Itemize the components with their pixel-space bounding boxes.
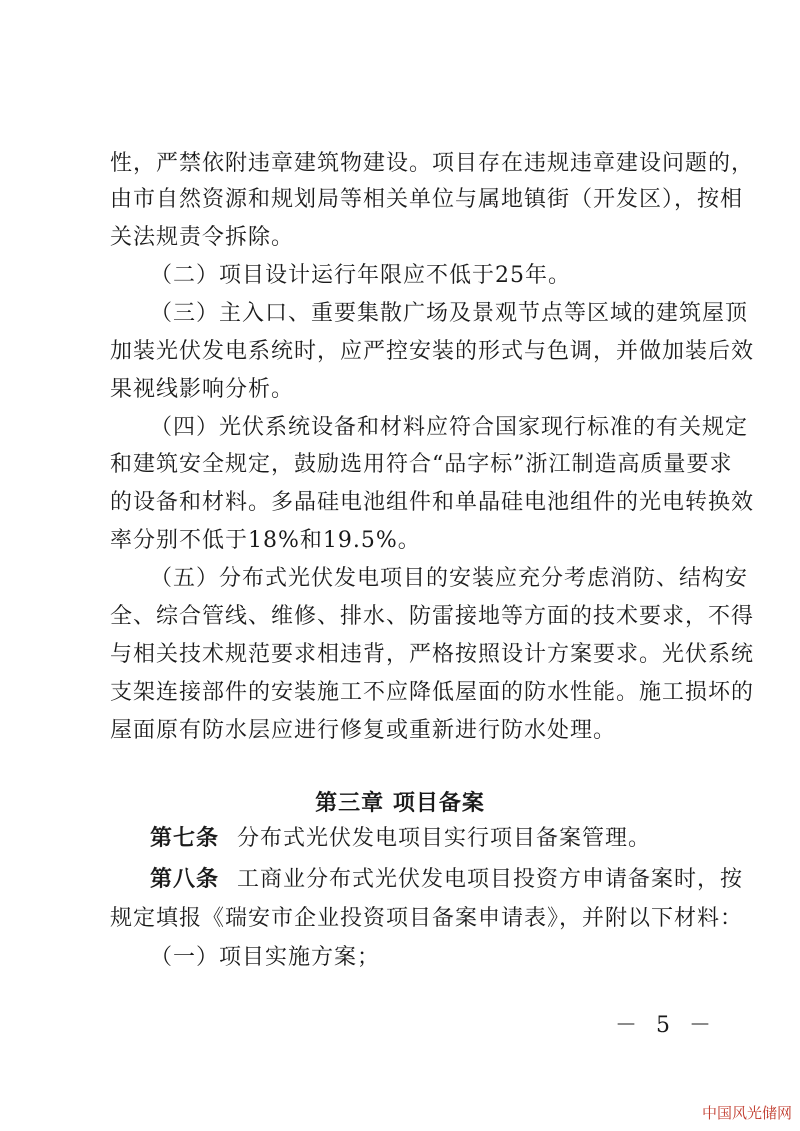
- watermark: 中国风光储网: [701, 1104, 792, 1122]
- article-7-text: 分布式光伏发电项目实行项目备案管理。: [237, 826, 652, 851]
- body-line-5: （三）主入口、重要集散广场及景观节点等区域的建筑屋顶: [150, 301, 749, 326]
- body-line-6: 加装光伏发电系统时，应严控安装的形式与色调，并做加装后效: [110, 339, 755, 364]
- body-line-8: （四）光伏系统设备和材料应符合国家现行标准的有关规定: [150, 415, 749, 440]
- article-7: [150, 825, 651, 853]
- body-line-1: 性，严禁依附违章建筑物建设。项目存在违规违章建设问题的，: [110, 151, 755, 176]
- article-8-line-1: [150, 866, 744, 894]
- body-line-15: 支架连接部件的安装施工不应降低屋面的防水性能。施工损坏的: [110, 680, 755, 705]
- chapter-heading: 第三章 项目备案: [315, 791, 485, 816]
- article-8-item-1: （一）项目实施方案；: [150, 945, 381, 970]
- body-line-14: 与相关技术规范要求相违背，严格按照设计方案要求。光伏系统: [110, 642, 755, 667]
- body-line-10: 的设备和材料。多晶硅电池组件和单晶硅电池组件的光电转换效: [110, 490, 755, 515]
- body-line-3: 关法规责令拆除。: [110, 225, 295, 250]
- article-8-label: 第八条: [150, 867, 220, 892]
- body-line-7: 果视线影响分析。: [110, 377, 295, 402]
- body-line-12: （五）分布式光伏发电项目的安装应充分考虑消防、结构安: [150, 566, 749, 591]
- page-number: － 5 －: [615, 1013, 717, 1038]
- body-line-11: 率分别不低于18%和19.5%。: [110, 528, 421, 553]
- article-8-text-1: 工商业分布式光伏发电项目投资方申请备案时，按: [237, 867, 744, 892]
- body-line-2: 由市自然资源和规划局等相关单位与属地镇街（开发区），按相: [110, 187, 744, 212]
- article-7-label: 第七条: [150, 826, 220, 851]
- body-line-9: 和建筑安全规定，鼓励选用符合“品字标”浙江制造高质量要求: [110, 452, 733, 477]
- body-line-16: 屋面原有防水层应进行修复或重新进行防水处理。: [110, 718, 617, 743]
- body-line-13: 全、综合管线、维修、排水、防雷接地等方面的技术要求，不得: [110, 604, 755, 629]
- body-line-4: （二）项目设计运行年限应不低于25年。: [150, 263, 571, 288]
- article-8-line-2: 规定填报《瑞安市企业投资项目备案申请表》，并附以下材料：: [110, 906, 744, 931]
